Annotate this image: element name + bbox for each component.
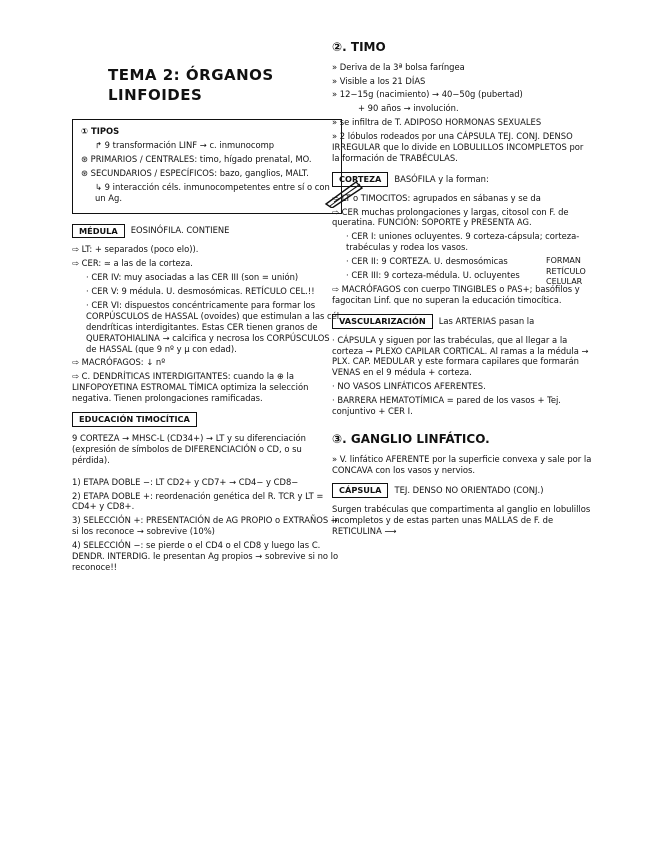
- educacion-line: 3) SELECCIÓN +: PRESENTACIÓN de AG PROPIO o EXTRAÑOS → si los reconoce → sobrevive (10%): [72, 515, 338, 537]
- tipos-box: [72, 119, 342, 214]
- medula-label: MÉDULA: [72, 224, 125, 239]
- corteza-line: · CER II: 9 CORTEZA. U. desmosómicas: [346, 256, 508, 267]
- corteza-header: [332, 172, 592, 187]
- medula-line: · CER IV: muy asociadas a las CER III (son = unión): [86, 272, 299, 283]
- educacion-label: EDUCACIÓN TIMOCÍTICA: [72, 412, 197, 427]
- corteza-after: BASÓFILA y la forman:: [394, 173, 489, 184]
- capsula-header: [332, 483, 592, 498]
- vasc-header: [332, 314, 592, 329]
- timo-line: + 90 años → involución.: [358, 103, 459, 114]
- capsula-line: Surgen trabéculas que compartimenta al ganglio en lobulillos incompletos y de estas parten unas MALLAS de F. de RETICULINA ⟶: [332, 504, 591, 536]
- corteza-label: CORTEZA: [332, 172, 388, 187]
- timo-line: » Deriva de la 3ª bolsa faríngea: [332, 61, 465, 72]
- corteza-line: ⇨ CER muchas prolongaciones y largas, citosol con F. de queratina. FUNCIÓN: SOPORTE y PRESENTA AG.: [332, 206, 569, 228]
- vasc-line: · NO VASOS LINFÁTICOS AFERENTES.: [332, 381, 486, 392]
- vasc-line: · CÁPSULA y siguen por las trabéculas, que al llegar a la corteza → PLEXO CAPILAR CORTICAL. Al ramas a la médula → PLX. CAP. MEDULAR y este formara capilares que formarán VENAS en el 9 médula + corteza.: [332, 334, 589, 378]
- page-title: TEMA 2: ÓRGANOS LINFOIDES: [108, 66, 274, 104]
- medula-after: EOSINÓFILA. CONTIENE: [130, 225, 230, 236]
- medula-header: [72, 224, 342, 239]
- educacion-header: [72, 412, 342, 427]
- ganglio-line: » V. linfático AFERENTE por la superficie convexa y sale por la CONCAVA con los vasos y nervios.: [332, 453, 592, 475]
- vasc-label: VASCULARIZACIÓN: [332, 314, 433, 329]
- timo-line: » se infiltra de T. ADIPOSO HORMONAS SEXUALES: [332, 117, 542, 128]
- left-column: [72, 60, 342, 576]
- vasc-line: · BARRERA HEMATOTÍMICA = pared de los vasos + Tej. conjuntivo + CER I.: [332, 395, 561, 417]
- corteza-line: · CER III: 9 corteza-médula. U. ocluyentes: [346, 270, 520, 281]
- medula-line: ⇨ MACRÓFAGOS: ↓ nº: [72, 357, 166, 368]
- medula-line: ⇨ CER: ≃ a las de la corteza.: [72, 258, 193, 269]
- timo-line: » Visible a los 21 DÍAS: [332, 75, 426, 86]
- timo-heading: ②. TIMO: [332, 40, 386, 54]
- corteza-brace-group: [332, 256, 592, 287]
- corteza-line: · CER I: uniones ocluyentes. 9 corteza-cápsula; corteza-trabéculas y rodea los vasos.: [346, 231, 580, 253]
- timo-line: » 2 lóbulos rodeados por una CÁPSULA TEJ. CONJ. DENSO IRREGULAR que lo divide en LOBULILLOS INCOMPLETOS por la formación de TRABÉCULAS.: [332, 131, 584, 164]
- capsula-label: CÁPSULA: [332, 483, 388, 498]
- tipos-line: ⊛ SECUNDARIOS / ESPECÍFICOS: bazo, ganglios, MALT.: [81, 167, 309, 178]
- tipos-line: ↳ 9 interacción céls. inmunocompetentes entre sí o con un Ag.: [95, 181, 330, 203]
- ganglio-heading: ③. GANGLIO LINFÁTICO.: [332, 432, 490, 447]
- corteza-brace-note: FORMAN RETÍCULO CELULAR: [546, 256, 586, 287]
- capsula-after: TEJ. DENSO NO ORIENTADO (CONJ.): [394, 485, 544, 496]
- tipos-line: ⊛ PRIMARIOS / CENTRALES: timo, hígado prenatal, MO.: [81, 153, 312, 164]
- medula-line: · CER VI: dispuestos concéntricamente para formar los CORPÚSCULOS de HASSAL (ovoides) que estimulan a las cél. dendríticas interdigitantes. Estas CER tienen granos de QUERATOHIALINA → calcifica y necrosa los CORPÚSCULOS de HASSAL (que 9 nº y μ con edad).: [86, 299, 342, 354]
- vasc-after: Las ARTERIAS pasan la: [438, 315, 535, 326]
- timo-line: » 12−15g (nacimiento) → 40−50g (pubertad): [332, 89, 523, 100]
- tipos-heading: ① TIPOS: [81, 126, 120, 136]
- tipos-line: ↱ 9 transformación LINF → c. inmunocomp: [95, 139, 275, 150]
- medula-line: ⇨ LT: + separados (poco elo)).: [72, 244, 199, 255]
- educacion-line: 4) SELECCIÓN −: se pierde o el CD4 o el CD8 y luego las C. DENDR. INTERDIG. le presentan Ag propios → sobrevive si no lo reconoce!!: [72, 540, 339, 573]
- educacion-line: 9 CORTEZA → MHSC-L (CD34+) → LT y su diferenciación (expresión de símbolos de DIFERENCIACIÓN o CD, o su pérdida).: [72, 432, 306, 465]
- corteza-line: ⇨ LT o TIMOCITOS: agrupados en sábanas y se da: [332, 192, 541, 203]
- educacion-line: 1) ETAPA DOBLE −: LT CD2+ y CD7+ → CD4− y CD8−: [72, 476, 299, 487]
- right-column: [332, 36, 592, 540]
- educacion-line: 2) ETAPA DOBLE +: reordenación genética del R. TCR y LT = CD4+ y CD8+.: [72, 490, 324, 512]
- corteza-line: ⇨ MACRÓFAGOS con cuerpo TINGIBLES o PAS+; basófilos y fagocitan Linf. que no superan la educación timocítica.: [332, 284, 580, 305]
- medula-line: · CER V: 9 médula. U. desmosómicas. RETÍCULO CEL.!!: [86, 285, 315, 296]
- medula-line: ⇨ C. DENDRÍTICAS INTERDIGITANTES: cuando la ⊕ la LINFOPOYETINA ESTROMAL TÍMICA optimiza la selección negativa. Tienen prolongaciones ramificadas.: [72, 371, 309, 404]
